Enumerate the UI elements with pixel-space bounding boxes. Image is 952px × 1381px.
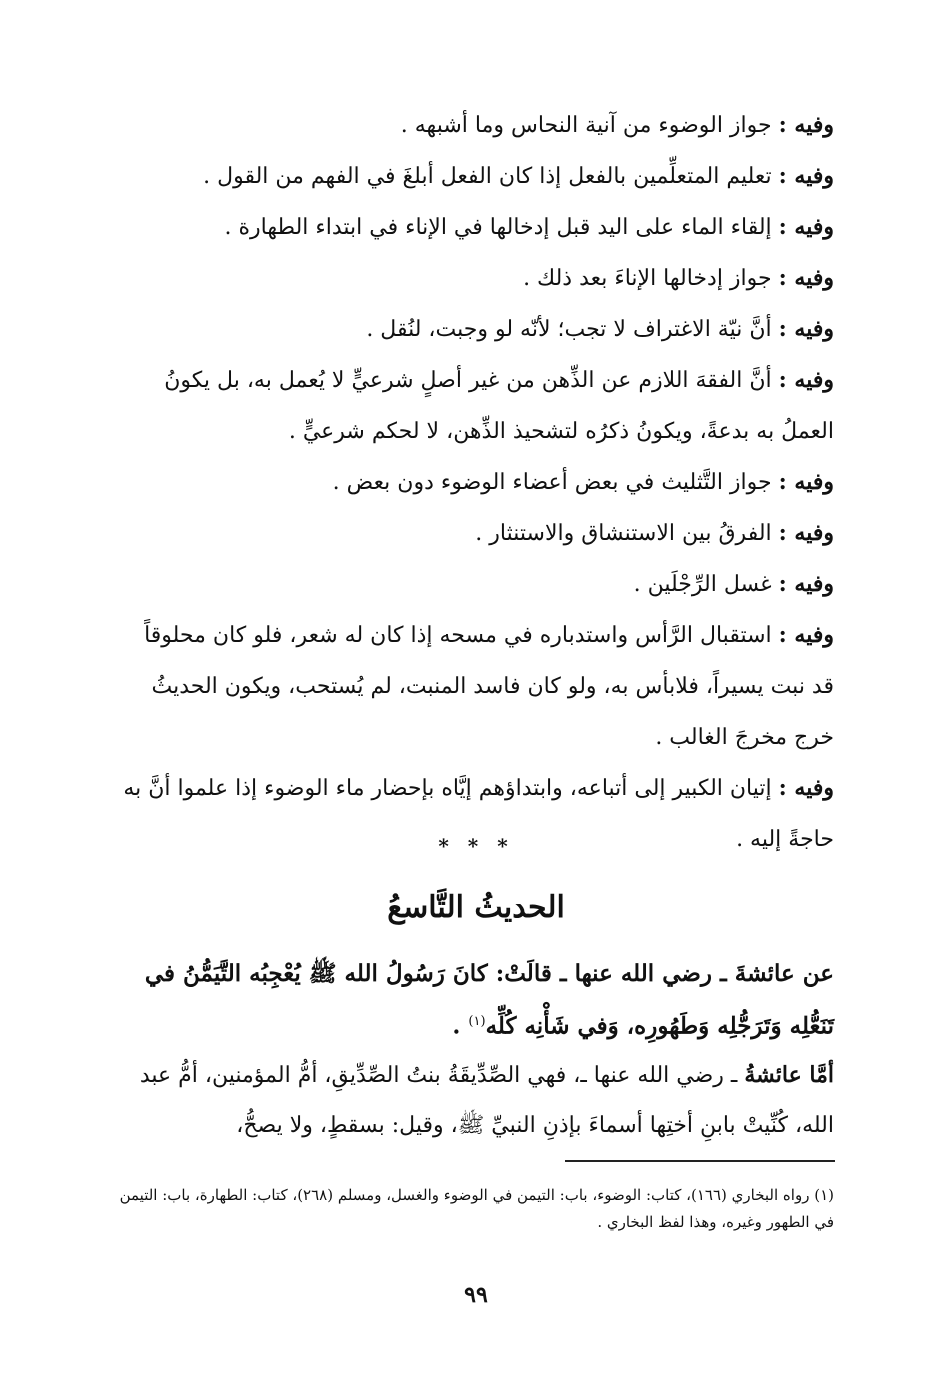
benefit-text: أنَّ الفقهَ اللازم عن الذِّهن من غير أصلٍ شرعيٍّ لا يُعمل به، بل يكونُ العملُ به بدعةً، ويكونُ ذكرُه لتشحيذ الذِّهن، لا لحكم شرعيٍّ .	[164, 368, 834, 444]
benefit-label: وفيه :	[778, 367, 834, 393]
benefit-text: تعليم المتعلِّمين بالفعل إذا كان الفعل أبلغَ في الفهم من القول .	[203, 164, 772, 189]
benefit-text: جواز الوضوء من آنية النحاس وما أشبهه .	[400, 113, 772, 138]
benefit-text: استقبال الرَّأس واستدباره في مسحه إذا كان له شعر، فلو كان محلوقاً قد نبت يسيراً، فلابأس به، ولو كان فاسد المنبت، لم يُستحب، ويكون الحديثُ خرج مخرجَ الغالب .	[144, 623, 834, 750]
benefit-text: جواز إدخالها الإناءَ بعد ذلك .	[523, 266, 772, 291]
benefit-label: وفيه :	[778, 163, 834, 189]
benefit-text: أنَّ نيّة الاغتراف لا تجب؛ لأنّه لو وجبت، لنُقل .	[366, 317, 772, 342]
hadith-end: .	[452, 1012, 469, 1040]
benefit-item	[118, 457, 834, 508]
commentary-subject: أمَّا عائشةُ	[744, 1062, 834, 1088]
benefit-text: غسل الرِّجْلَين .	[633, 572, 772, 597]
benefit-label: وفيه :	[778, 775, 834, 801]
benefit-item	[118, 304, 834, 355]
benefit-item	[118, 355, 834, 457]
benefit-item	[118, 610, 834, 763]
section-separator: * * *	[438, 834, 514, 858]
benefit-label: وفيه :	[778, 571, 834, 597]
benefit-text: إتيان الكبير إلى أتباعه، وابتداؤهم إيَّاه بإحضار ماء الوضوء إذا علموا أنَّ به حاجةً إليه .	[123, 776, 834, 852]
benefit-text: جواز التَّثليث في بعض أعضاء الوضوء دون بعض .	[332, 470, 772, 495]
benefit-item	[118, 100, 834, 151]
benefit-label: وفيه :	[778, 469, 834, 495]
commentary-paragraph	[118, 1050, 834, 1151]
benefit-label: وفيه :	[778, 520, 834, 546]
hadith-text	[118, 950, 834, 1051]
benefit-text: الفرقُ بين الاستنشاق والاستنثار .	[475, 521, 772, 546]
benefits-list	[118, 100, 834, 865]
benefit-label: وفيه :	[778, 112, 834, 138]
footnote-divider	[565, 1160, 835, 1162]
section-heading: الحديثُ التَّاسعُ	[387, 890, 565, 925]
benefit-text: إلقاء الماء على اليد قبل إدخالها في الإناء في ابتداء الطهارة .	[224, 215, 772, 240]
benefit-item	[118, 508, 834, 559]
footnote: (١) رواه البخاري (١٦٦)، كتاب: الوضوء، باب: التيمن في الوضوء والغسل، ومسلم (٢٦٨)، كتاب: الطهارة، باب: التيمن في الطهور وغيره، وهذا لفظ البخاري .	[119, 1186, 834, 1231]
page-number: ٩٩	[464, 1282, 488, 1308]
commentary-text: ـ رضي الله عنها ـ، فهي الصِّدِّيقَةُ بنتُ الصِّدِّيقِ، أمُّ المؤمنين، أمُّ عبد الله، كُنِّيتْ بابنِ أختِها أسماءَ بإذنِ النبيِّ ﷺ، وقيل: بسقطٍ، ولا يصحُّ،	[139, 1063, 834, 1138]
benefit-item	[118, 253, 834, 304]
benefit-item	[118, 202, 834, 253]
benefit-label: وفيه :	[778, 316, 834, 342]
footnote-ref: (١)	[468, 1014, 486, 1029]
hadith-body: عن عائشةَ ـ رضي الله عنها ـ قالَتْ: كانَ رَسُولُ الله ﷺ يُعْجِبُه التَّيَمُّنُ في تَنَعُّلِه وَتَرَجُّلِه وَطَهُورِه، وَفي شَأْنِه كُلِّه	[144, 960, 834, 1040]
benefit-item	[118, 559, 834, 610]
benefit-item	[118, 151, 834, 202]
benefit-label: وفيه :	[778, 265, 834, 291]
benefit-label: وفيه :	[778, 214, 834, 240]
benefit-label: وفيه :	[778, 622, 834, 648]
